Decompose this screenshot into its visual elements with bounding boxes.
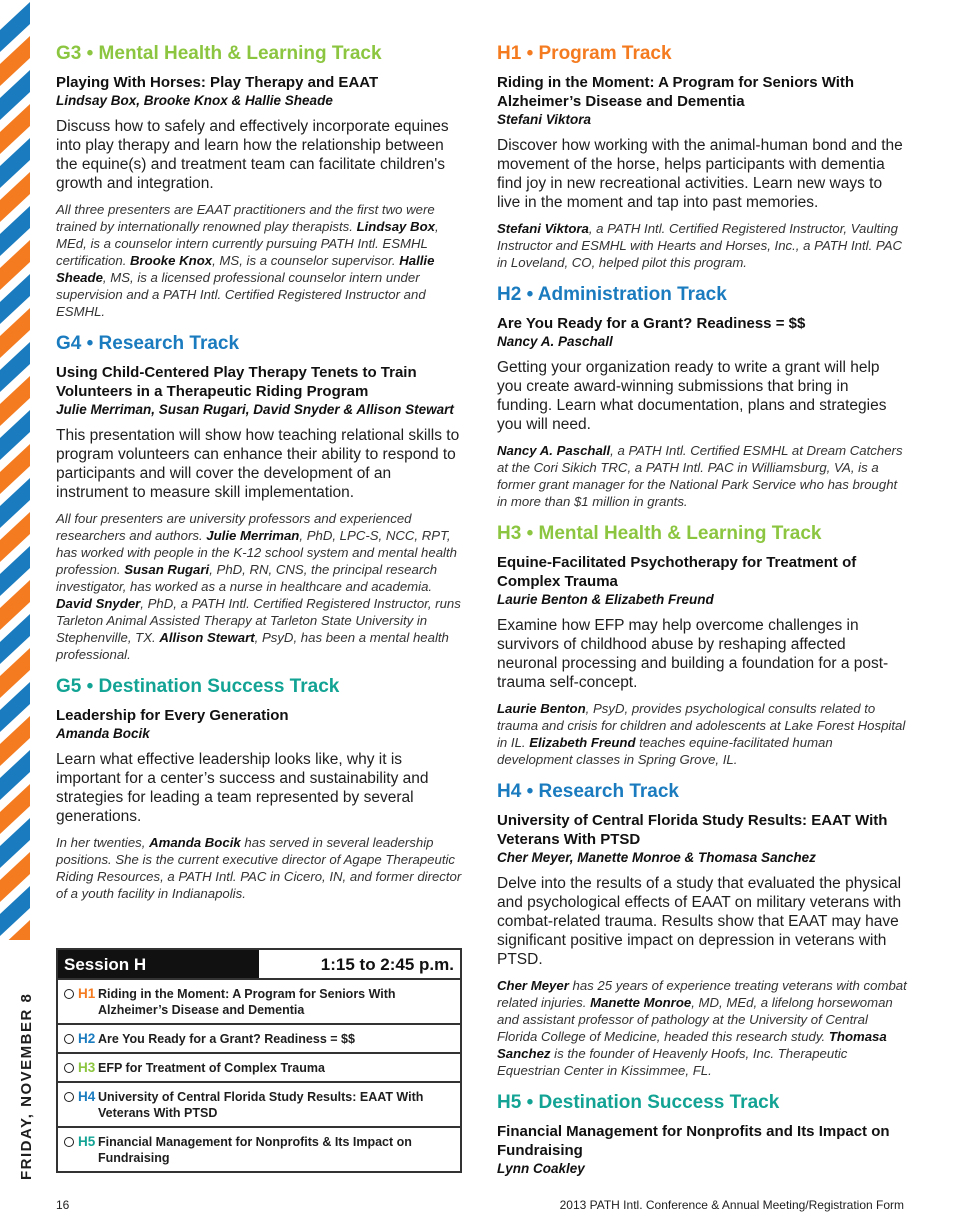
row-title: Riding in the Moment: A Program for Seniors With Alzheimer’s Disease and Dementia xyxy=(98,987,396,1017)
session-h5 xyxy=(497,1091,907,1177)
session-title: University of Central Florida Study Results: EAAT With Veterans With PTSD xyxy=(497,812,888,848)
presenters: Nancy A. Paschall xyxy=(497,334,613,349)
session-title: Leadership for Every Generation xyxy=(56,707,289,724)
presenter-bio: Stefani Viktora, a PATH Intl. Certified Registered Instructor, Vaulting Instructor and ESMHL with Hearts and Horses, Inc., a PATH Intl. PAC in Loveland, CO, helped pilot this program. xyxy=(497,221,903,270)
presenter-name: Manette Monroe xyxy=(590,995,692,1010)
session-title: Using Child-Centered Play Therapy Tenets to Train Volunteers in a Therapeutic Riding Program xyxy=(56,364,417,400)
row-title: University of Central Florida Study Results: EAAT With Veterans With PTSD xyxy=(98,1090,424,1120)
session-description: Discover how working with the animal-human bond and the movement of the horse, helps participants with dementia find joy in new recreational activities. Learn new ways to live in the moment and tap into past memories. xyxy=(497,137,903,211)
presenter-name: Stefani Viktora xyxy=(497,221,589,236)
track-heading: H3 • Mental Health & Learning Track xyxy=(497,523,822,544)
session-description: Examine how EFP may help overcome challenges in survivors of childhood abuse by reshaping affected neuronal processing and building a foundation for a post-trauma self-concept. xyxy=(497,617,889,691)
presenter-name: David Snyder xyxy=(56,596,141,611)
presenters: Cher Meyer, Manette Monroe & Thomasa Sanchez xyxy=(497,850,816,865)
footer-publication: 2013 PATH Intl. Conference & Annual Meeting/Registration Form xyxy=(559,1198,904,1212)
schedule-row[interactable] xyxy=(58,1054,460,1083)
schedule-header xyxy=(58,950,460,980)
checkbox-circle-icon[interactable] xyxy=(64,1092,74,1102)
presenters: Lynn Coakley xyxy=(497,1161,585,1176)
session-description: Delve into the results of a study that evaluated the physical and psychological effects of EAAT on military veterans with combat-related trauma. Results show that EAAT may have significant positive impact on depression in veterans with PTSD. xyxy=(497,875,902,968)
session-description: Discuss how to safely and effectively incorporate equines into play therapy and learn how the relationship between the equine(s) and treatment team can facilitate children's growth and integration. xyxy=(56,118,449,192)
track-heading: H1 • Program Track xyxy=(497,43,672,64)
presenter-name: Laurie Benton xyxy=(497,701,586,716)
row-code: H3 xyxy=(78,1060,96,1075)
presenter-name: Lindsay Box xyxy=(356,219,435,234)
schedule-row[interactable] xyxy=(58,1128,460,1171)
presenter-name: Thomasa Sanchez xyxy=(497,1029,887,1061)
presenter-name: Allison Stewart xyxy=(159,630,255,645)
presenters: Amanda Bocik xyxy=(56,726,150,741)
schedule-row[interactable] xyxy=(58,1025,460,1054)
presenter-name: Cher Meyer xyxy=(497,978,569,993)
track-heading: H2 • Administration Track xyxy=(497,284,727,305)
decorative-stripe-band xyxy=(0,0,30,940)
stripe-pattern xyxy=(0,0,30,940)
row-code: H5 xyxy=(78,1134,96,1149)
row-title: Financial Management for Nonprofits & Its Impact on Fundraising xyxy=(98,1135,412,1165)
session-title: Financial Management for Nonprofits and Its Impact on Fundraising xyxy=(497,1123,890,1159)
session-description: Getting your organization ready to write a grant will help you create award-winning submissions that bring in funding. Learn what documentation, plans and strategies you will need. xyxy=(497,359,887,433)
schedule-row[interactable] xyxy=(58,1083,460,1128)
checkbox-circle-icon[interactable] xyxy=(64,1137,74,1147)
schedule-session-name: Session H xyxy=(58,950,259,978)
checkbox-circle-icon[interactable] xyxy=(64,1034,74,1044)
schedule-row[interactable] xyxy=(58,980,460,1025)
row-code: H1 xyxy=(78,986,96,1001)
session-g4 xyxy=(56,332,464,663)
session-schedule-table xyxy=(56,948,462,1173)
session-g5 xyxy=(56,675,464,902)
session-description: Learn what effective leadership looks like, why it is important for a center’s success and sustainability and strategies for leading a team represented by several generations. xyxy=(56,751,429,825)
row-code: H4 xyxy=(78,1089,96,1104)
track-heading: G4 • Research Track xyxy=(56,333,240,354)
presenters: Lindsay Box, Brooke Knox & Hallie Sheade xyxy=(56,93,333,108)
track-heading: G3 • Mental Health & Learning Track xyxy=(56,43,382,64)
presenter-name: Hallie Sheade xyxy=(56,253,435,285)
session-title: Playing With Horses: Play Therapy and EAAT xyxy=(56,74,379,91)
presenter-bio: All four presenters are university professors and experienced researchers and authors. Julie Merriman, PhD, LPC-S, NCC, RPT, has worked with people in the K-12 school system and mental health profession. Susan Rugari, PhD, RN, CNS, the principal research investigator, has worked as a nurse in healthcare and academia. David Snyder, PhD, a PATH Intl. Certified Registered Instructor, runs Tarleton Animal Assisted Therapy at Tarleton State University in Stephenville, TX. Allison Stewart, PsyD, has been a mental health professional. xyxy=(56,511,461,662)
presenter-bio: Laurie Benton, PsyD, provides psychological consults related to trauma and crisis for children and adolescents at Lake Forest Hospital in IL. Elizabeth Freund teaches equine-facilitated human development classes in Spring Grove, IL. xyxy=(497,701,906,767)
presenter-name: Brooke Knox xyxy=(130,253,213,268)
schedule-time: 1:15 to 2:45 p.m. xyxy=(320,955,454,974)
track-heading: G5 • Destination Success Track xyxy=(56,676,340,697)
session-title: Equine-Facilitated Psychotherapy for Treatment of Complex Trauma xyxy=(497,554,857,590)
presenter-name: Susan Rugari xyxy=(124,562,210,577)
day-label: FRIDAY, NOVEMBER 8 xyxy=(18,992,35,1180)
presenter-name: Amanda Bocik xyxy=(149,835,241,850)
session-title: Are You Ready for a Grant? Readiness = $$ xyxy=(497,315,806,332)
presenters: Stefani Viktora xyxy=(497,112,592,127)
presenter-bio: All three presenters are EAAT practitioners and the first two were trained by internationally renowned play therapists. Lindsay Box, MEd, is a counselor intern currently pursuing PATH Intl. ESMHL certification. Brooke Knox, MS, is a counselor supervisor. Hallie Sheade, MS, is a licensed professional counselor intern under supervision and a PATH Intl. Certified Registered Instructor and ESMHL. xyxy=(56,202,439,319)
session-h2 xyxy=(497,283,907,510)
presenter-name: Elizabeth Freund xyxy=(529,735,636,750)
track-heading: H4 • Research Track xyxy=(497,781,679,802)
presenter-name: Julie Merriman xyxy=(206,528,300,543)
session-description: This presentation will show how teaching relational skills to program volunteers can enhance their ability to respond to participants and will cover the development of an instrument to measure skill implementation. xyxy=(56,427,460,501)
left-column xyxy=(56,42,464,914)
row-title: EFP for Treatment of Complex Trauma xyxy=(98,1061,325,1075)
session-h3 xyxy=(497,522,907,768)
page-number: 16 xyxy=(56,1198,70,1212)
presenter-bio: Nancy A. Paschall, a PATH Intl. Certified ESMHL at Dream Catchers at the Cori Sikich TRC, a PATH Intl. PAC in Williamsburg, VA, is a former grant manager for the National Park Service who has brought in more than $1 million in grants. xyxy=(497,443,903,509)
session-title: Riding in the Moment: A Program for Seniors With Alzheimer’s Disease and Dementia xyxy=(497,74,855,110)
right-column xyxy=(497,42,907,1189)
presenter-bio: In her twenties, Amanda Bocik has served in several leadership positions. She is the current executive director of Agape Therapeutic Riding Resources, a PATH Intl. PAC in Cicero, IN, and former director of a youth facility in Indianapolis. xyxy=(56,835,462,901)
session-h1 xyxy=(497,42,907,271)
presenter-bio: Cher Meyer has 25 years of experience treating veterans with combat related injuries. Manette Monroe, MD, MEd, a lifelong horsewoman and assistant professor of pathology at the University of Central Florida College of Medicine, headed this research study. Thomasa Sanchez is the founder of Heavenly Hoofs, Inc. Therapeutic Equestrian Center in Kissimmee, FL. xyxy=(497,978,907,1078)
presenters: Julie Merriman, Susan Rugari, David Snyder & Allison Stewart xyxy=(56,402,454,417)
row-code: H2 xyxy=(78,1031,96,1046)
checkbox-circle-icon[interactable] xyxy=(64,989,74,999)
track-heading: H5 • Destination Success Track xyxy=(497,1092,780,1113)
presenters: Laurie Benton & Elizabeth Freund xyxy=(497,592,714,607)
presenter-name: Nancy A. Paschall xyxy=(497,443,611,458)
row-title: Are You Ready for a Grant? Readiness = $$ xyxy=(98,1032,355,1046)
session-h4 xyxy=(497,780,907,1079)
checkbox-circle-icon[interactable] xyxy=(64,1063,74,1073)
session-g3 xyxy=(56,42,464,320)
